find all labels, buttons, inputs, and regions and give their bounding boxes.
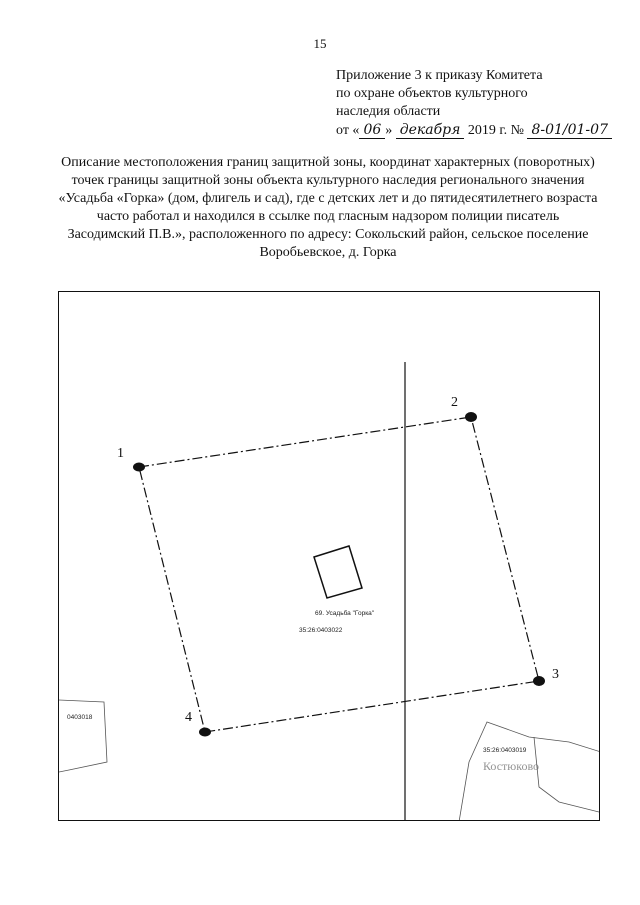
boundary-point-1 [133, 463, 145, 472]
left-parcel-outline [59, 700, 107, 772]
appendix-date-line [336, 121, 612, 140]
parcel-left-label: 0403018 [67, 714, 93, 721]
map-drawing [59, 292, 600, 821]
point-label-1: 1 [117, 446, 124, 461]
boundary-point-4 [199, 728, 211, 737]
building-outline [314, 546, 362, 598]
document-title: Описание местоположения границ защитной зоны, координат характерных (поворотных) точек границы защитной зоны объекта культурного наследия регионального значения «Усадьба «Горка» (дом, флигель и сад), где с детских лет и до пятидесятилетнего возраста часто работал и находился в ссылке под гласным надзором полиции писатель Засодимский П.В.», расположенного по адресу: Сокольский район, сельское поселение Воробьевское, д. Горка [58, 155, 598, 260]
page-number: 15 [313, 36, 327, 51]
parcel-main-label: 35:26:0403022 [299, 627, 343, 634]
zone-boundary [139, 417, 539, 732]
appendix-header [336, 67, 612, 140]
handwritten-day: 06 [359, 122, 385, 139]
point-label-3: 3 [552, 667, 559, 682]
boundary-point-2 [465, 412, 477, 422]
handwritten-order-number: 8-01/01-07 [527, 122, 612, 139]
boundary-map [58, 291, 600, 821]
date-prefix: от « [336, 123, 360, 138]
point-label-2: 2 [451, 395, 458, 410]
parcel-right-label: 35:26:0403019 [483, 747, 527, 754]
locality-label: Костюково [483, 759, 540, 773]
object-label: 69. Усадьба "Горка" [315, 610, 375, 617]
appendix-line-3: наследия области [336, 104, 441, 119]
appendix-line-2: по охране объектов культурного [336, 86, 528, 101]
point-label-4: 4 [185, 710, 192, 725]
handwritten-month: декабря [396, 122, 465, 139]
year-text: 2019 г. № [464, 123, 528, 138]
boundary-point-3 [533, 676, 545, 686]
appendix-line-1: Приложение 3 к приказу Комитета [336, 68, 543, 83]
date-mid: » [385, 123, 396, 138]
